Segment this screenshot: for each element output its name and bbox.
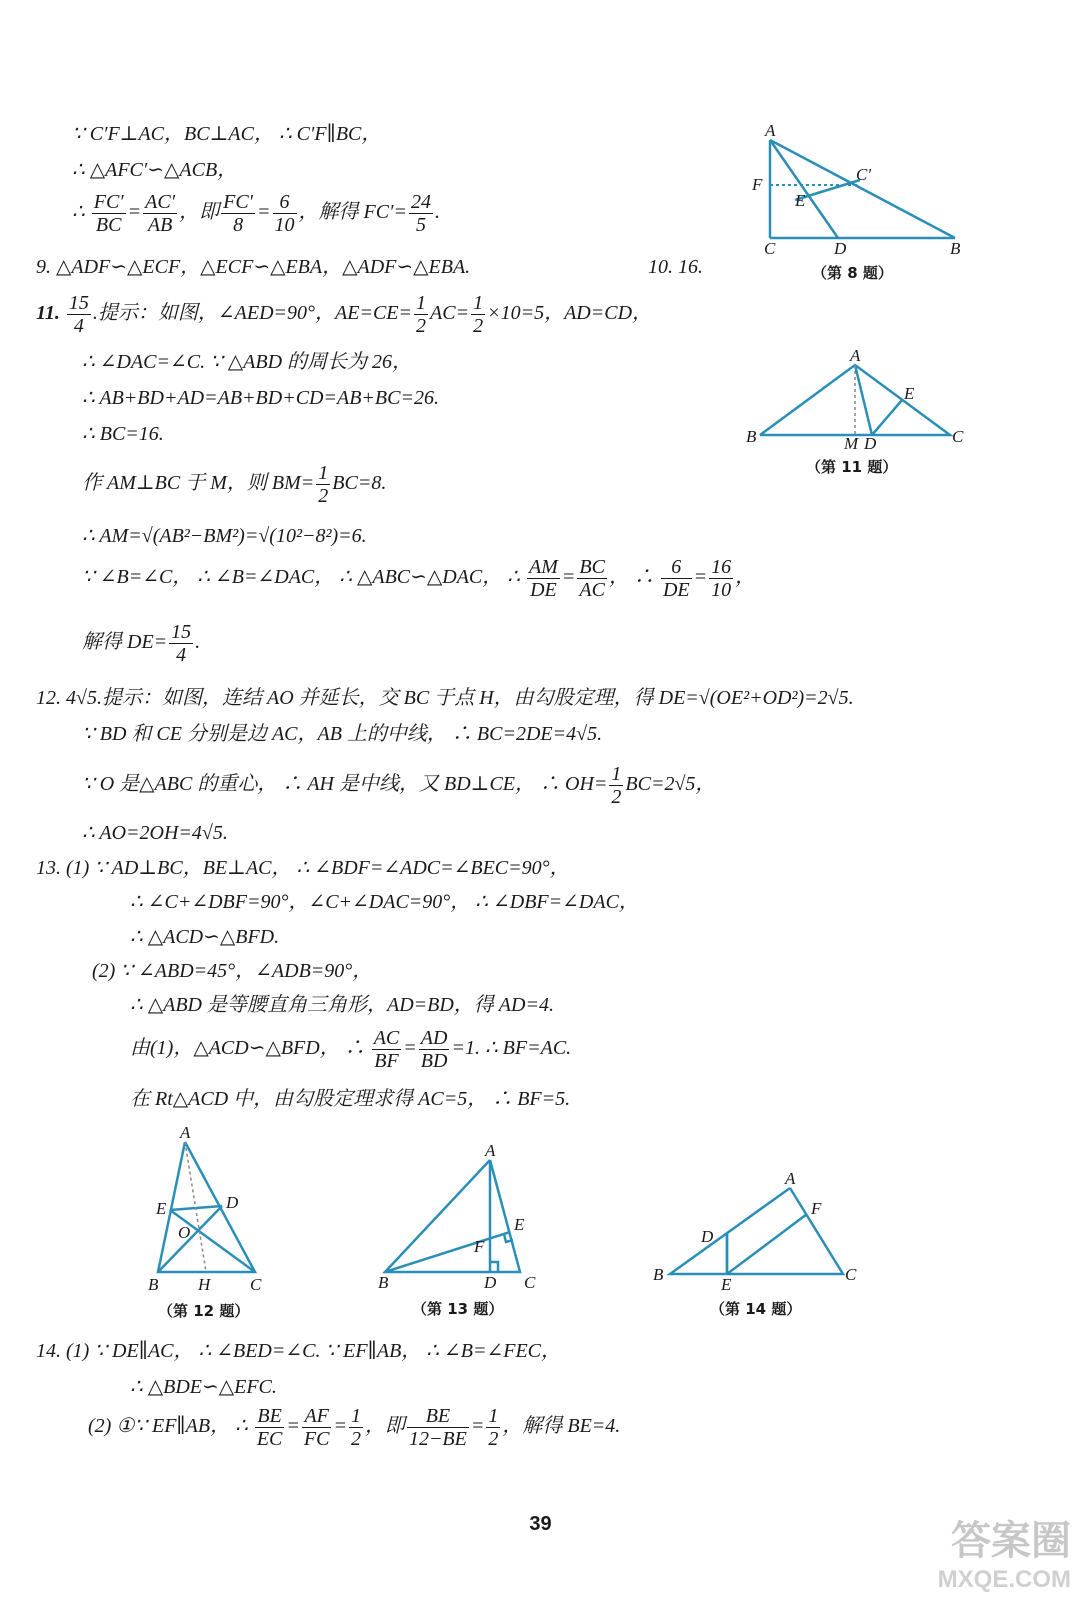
label-F: F <box>474 1237 485 1256</box>
label-D: D <box>864 434 877 453</box>
fraction: $\frac{FC'}{8}$ <box>223 191 254 236</box>
answer-11-line-1 <box>36 293 652 336</box>
text: 由(1)，△ACD∽△BFD， ∴ <box>130 1037 365 1060</box>
answer-12-line-4: ∴ AO=2OH=4√5. <box>82 822 228 844</box>
figure-14-caption: （第 14 题） <box>710 1300 802 1318</box>
answer-14-line-2: ∴ △BDE∽△EFC. <box>130 1376 277 1398</box>
label-A: A <box>850 346 861 365</box>
text: ， ∴ <box>608 566 654 589</box>
label-C: C <box>952 427 964 446</box>
figure-11-caption: （第 11 题） <box>806 458 898 476</box>
label-A: A <box>180 1123 191 1142</box>
answer-11-line-3: ∴ AB+BD+AD=AB+BD+CD=AB+BC=26. <box>82 387 439 409</box>
fraction: $\frac{15}{4}$ <box>68 292 89 337</box>
therefore-symbol: ∴ <box>72 201 85 224</box>
text: AC= <box>430 302 470 325</box>
label-E: E <box>514 1215 525 1234</box>
label-D: D <box>701 1227 714 1246</box>
text: BC=2√5， <box>625 773 716 796</box>
figure-12-caption: （第 12 题） <box>158 1302 250 1320</box>
label-B: B <box>148 1275 159 1294</box>
text: . <box>434 201 440 224</box>
label-O: O <box>178 1223 191 1242</box>
text: = <box>257 201 271 224</box>
figure-13-caption: （第 13 题） <box>412 1300 504 1318</box>
watermark-top-text: 答案圈 <box>951 1519 1071 1563</box>
line-8-3: ∴ $\frac{FC'}{BC}$ = $\frac{AC'}{AB}$ ，即 $\frac{FC'}{8}$ = $\frac{6}{10}$ ，解得 FC′= $\frac{24}{5}$ . <box>72 191 440 236</box>
fraction: $\frac{1}{2}$ <box>416 292 427 337</box>
text: ，即 <box>179 201 220 224</box>
text: ，解得 BE=4. <box>502 1415 621 1438</box>
fraction: $\frac{FC'}{BC}$ <box>93 191 124 236</box>
label-D: D <box>484 1273 497 1292</box>
label-A: A <box>785 1170 796 1188</box>
answer-11-line-2: ∴ ∠DAC=∠C. ∵ △ABD 的周长为 26， <box>82 351 413 373</box>
text: ∵ O 是△ABC 的重心， ∴ AH 是中线，又 BD⊥CE， ∴ OH= <box>82 773 608 796</box>
fraction: $\frac{1}{2}$ <box>473 292 484 337</box>
label-C: C <box>845 1265 857 1284</box>
page-number: 39 <box>529 1513 552 1535</box>
text: ， <box>735 566 756 589</box>
figure-11-diagram <box>740 345 970 455</box>
label-H: H <box>198 1275 211 1294</box>
answer-12-line-3 <box>82 764 715 807</box>
text: =1. ∴ BF=AC. <box>451 1037 572 1060</box>
fraction: $\frac{15}{4}$ <box>171 621 192 666</box>
question-number: 11. <box>36 302 60 325</box>
fraction: $\frac{1}{2}$ <box>318 462 329 507</box>
label-D: D <box>834 239 847 258</box>
answer-12-line-2: ∵ BD 和 CE 分别是边 AC，AB 上的中线， ∴ BC=2DE=4√5. <box>82 723 603 745</box>
fraction: $\frac{6}{DE}$ <box>662 556 690 601</box>
text: ×10=5，AD=CD， <box>487 302 653 325</box>
figure-8-diagram <box>740 120 980 260</box>
answer-9: 9. △ADF∽△ECF，△ECF∽△EBA，△ADF∽△EBA. <box>36 256 471 278</box>
answer-11-line-4: ∴ BC=16. <box>82 423 164 445</box>
text: = <box>333 1415 347 1438</box>
line-8-2: ∴ △AFC′∽△ACB， <box>72 159 238 181</box>
answer-13-line-5: ∴ △ABD 是等腰直角三角形，AD=BD，得 AD=4. <box>130 994 554 1016</box>
fraction: $\frac{AC'}{AB}$ <box>145 191 176 236</box>
answer-13-line-6: 由(1)，△ACD∽△BFD， ∴ $\frac{AC}{BF}$ = $\frac{AD}{BD}$ =1. ∴ BF=AC. <box>130 1027 572 1072</box>
label-E: E <box>795 191 806 210</box>
fraction: $\frac{1}{2}$ <box>488 1405 499 1450</box>
fraction: $\frac{6}{10}$ <box>274 191 295 236</box>
watermark-bottom-text: MXQE.COM <box>937 1566 1071 1593</box>
text: 解得 DE= <box>82 631 168 654</box>
label-B: B <box>378 1273 389 1292</box>
label-A: A <box>765 121 776 140</box>
label-F: F <box>811 1199 822 1218</box>
figure-12-diagram <box>140 1122 280 1297</box>
text: BC=8. <box>332 472 387 495</box>
text: . <box>195 631 201 654</box>
fraction: $\frac{16}{10}$ <box>711 556 732 601</box>
answer-11-line-5 <box>82 463 386 506</box>
fraction: $\frac{BC}{AC}$ <box>579 556 605 601</box>
answer-14-line-1: 14. (1) ∵ DE∥AC， ∴ ∠BED=∠C. ∵ EF∥AB， ∴ ∠B=∠FEC， <box>36 1340 562 1362</box>
answer-10: 10. 16. <box>648 256 703 278</box>
answer-13-line-3: ∴ △ACD∽△BFD. <box>130 926 280 948</box>
label-C: C <box>524 1273 536 1292</box>
answer-13-line-2: ∴ ∠C+∠DBF=90°，∠C+∠DAC=90°， ∴ ∠DBF=∠DAC， <box>130 891 639 913</box>
label-E: E <box>156 1199 167 1218</box>
label-C: C <box>250 1275 262 1294</box>
figure-8-caption: （第 8 题） <box>812 264 893 282</box>
text: .提示：如图，∠AED=90°，AE=CE= <box>92 302 413 325</box>
label-E: E <box>904 384 915 403</box>
label-A: A <box>485 1142 496 1160</box>
label-B: B <box>746 427 757 446</box>
fraction: $\frac{24}{5}$ <box>410 191 431 236</box>
label-B: B <box>653 1265 664 1284</box>
text: 作 AM⊥BC 于 M，则 BM= <box>82 472 315 495</box>
fraction: $\frac{AD}{BD}$ <box>420 1027 448 1072</box>
answer-14-line-3: (2) ①∵ EF∥AB， ∴ $\frac{BE}{EC}$ = $\frac{AF}{FC}$ = $\frac{1}{2}$ ，即 $\frac{BE}{12-BE}$ = $\frac{1}{2}$ ，解得 BE=4. <box>88 1405 621 1450</box>
label-C: C <box>764 239 776 258</box>
answer-13-line-7: 在 Rt△ACD 中，由勾股定理求得 AC=5， ∴ BF=5. <box>130 1088 571 1110</box>
answer-11-line-8 <box>82 622 200 665</box>
answer-13-line-1: 13. (1) ∵ AD⊥BC，BE⊥AC， ∴ ∠BDF=∠ADC=∠BEC=90°， <box>36 857 570 879</box>
text: ，解得 FC′= <box>298 201 407 224</box>
fraction: $\frac{AM}{DE}$ <box>529 556 558 601</box>
label-M: M <box>844 434 859 453</box>
answer-11-line-7: ∵ ∠B=∠C， ∴ ∠B=∠DAC， ∴ △ABC∽△DAC， ∴ $\frac{AM}{DE}$ = $\frac{BC}{AC}$ ， ∴ $\frac{6}{DE}$ = $\frac{16}{10}$ ， <box>82 556 756 601</box>
text: (2) ①∵ EF∥AB， ∴ <box>88 1415 248 1438</box>
label-D: D <box>226 1193 239 1212</box>
fraction: $\frac{AF}{FC}$ <box>303 1405 330 1450</box>
watermark-logo <box>938 1509 1071 1594</box>
label-F: F <box>752 175 763 194</box>
text: = <box>470 1415 485 1438</box>
figure-13-diagram <box>370 1142 550 1292</box>
fraction: $\frac{AC}{BF}$ <box>373 1027 400 1072</box>
fraction: $\frac{BE}{EC}$ <box>256 1405 283 1450</box>
answer-12-line-1: 12. 4√5.提示：如图，连结 AO 并延长，交 BC 于点 H，由勾股定理，得 DE=√(OE²+OD²)=2√5. <box>36 687 854 709</box>
text: ，即 <box>364 1415 405 1438</box>
fraction: $\frac{1}{2}$ <box>350 1405 361 1450</box>
answer-13-line-4: (2) ∵ ∠ABD=45°，∠ADB=90°， <box>92 960 373 982</box>
fraction: $\frac{BE}{12-BE}$ <box>408 1405 467 1450</box>
answer-11-line-6: ∴ AM=√(AB²−BM²)=√(10²−8²)=6. <box>82 525 367 547</box>
label-C-prime: C′ <box>856 165 872 184</box>
line-8-1: ∵ C′F⊥AC，BC⊥AC， ∴ C′F∥BC， <box>72 123 382 145</box>
label-B: B <box>950 239 961 258</box>
label-E: E <box>721 1275 732 1290</box>
fraction: $\frac{1}{2}$ <box>611 763 622 808</box>
text: ∵ ∠B=∠C， ∴ ∠B=∠DAC， ∴ △ABC∽△DAC， ∴ <box>82 566 520 589</box>
figure-14-diagram <box>645 1170 865 1290</box>
